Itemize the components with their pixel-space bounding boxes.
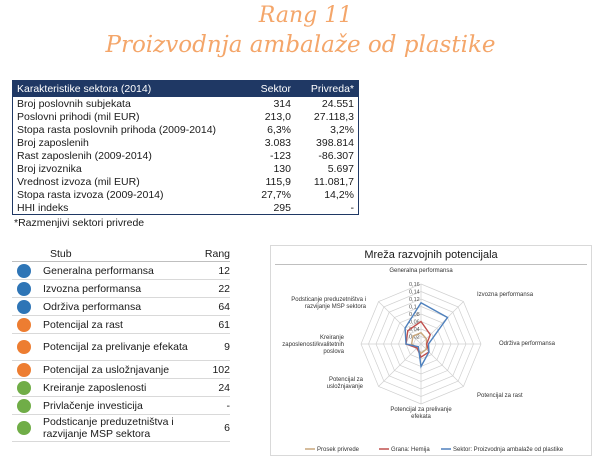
pillar-label: Generalna performansa — [43, 264, 154, 277]
table-row — [13, 162, 358, 175]
pillar-dot-icon — [17, 318, 31, 332]
axis-label-3: Potencijal za rast — [477, 393, 523, 399]
table-footnote: *Razmenjivi sektori privrede — [14, 217, 145, 229]
table-row — [12, 415, 230, 442]
sector-value: -123 — [269, 149, 291, 162]
pillar-label: Potencijal za prelivanje efekata — [43, 341, 188, 353]
pillar-dot-icon — [17, 421, 31, 435]
economy-value: 24.551 — [321, 97, 354, 110]
pillar-dot-icon — [17, 264, 31, 278]
economy-value: 3,2% — [330, 123, 354, 136]
pillar-rank: - — [226, 399, 230, 412]
tick-label: 0,12 — [409, 297, 420, 303]
sector-value: 27,7% — [261, 188, 291, 201]
page-heading — [0, 2, 601, 60]
sector-value: 115,9 — [265, 175, 291, 188]
table-row — [12, 262, 230, 280]
table-row — [13, 175, 358, 188]
economy-value: 27.118,3 — [313, 110, 354, 123]
sector-value: 6,3% — [267, 123, 291, 136]
table-row — [12, 298, 230, 316]
table-row — [12, 334, 230, 361]
economy-value: - — [350, 201, 354, 214]
sector-value: 314 — [273, 97, 291, 110]
pillar-rank: 6 — [224, 422, 230, 434]
header-rank: Rang — [204, 248, 230, 260]
sector-value: 130 — [273, 162, 291, 175]
sector-characteristics-table — [12, 80, 359, 215]
table-row — [13, 201, 358, 214]
tick-label: 0,06 — [409, 319, 420, 326]
table-row — [12, 316, 230, 334]
pillar-label: Privlačenje investicija — [43, 399, 143, 412]
axis-label-6: Kreiranje zaposlenosti/kvalitetnih poslova — [282, 335, 344, 355]
pillar-rank: 24 — [218, 381, 230, 394]
table-body — [13, 97, 358, 214]
row-label: Vrednost izvoza (mil EUR) — [17, 175, 140, 188]
header-characteristics: Karakteristike sektora (2014) — [17, 83, 152, 95]
table-row — [12, 280, 230, 298]
row-label: Stopa rasta izvoza (2009-2014) — [17, 188, 164, 201]
axis-label-0: Generalna performansa — [389, 268, 453, 274]
sector-title: Proizvodnja ambalaže od plastike — [105, 32, 496, 58]
chart-title: Mreža razvojnih potencijala — [364, 249, 498, 261]
tick-label: 0,14 — [409, 289, 420, 296]
axis-label-1: Izvozna performansa — [477, 292, 534, 298]
economy-value: 5.697 — [327, 162, 354, 175]
table-row — [12, 361, 230, 379]
pillar-dot-icon — [17, 381, 31, 395]
pillar-label: Potencijal za usložnjavanje — [43, 363, 170, 376]
row-label: Broj izvoznika — [17, 162, 82, 175]
axis-label-4: Potencijal za prelivanje efekata — [390, 407, 452, 420]
tick-label: 0,08 — [409, 312, 420, 318]
radar-chart — [271, 246, 591, 455]
economy-value: 398.814 — [316, 136, 354, 149]
pillar-dot-icon — [17, 399, 31, 413]
row-label: Broj zaposlenih — [17, 136, 89, 149]
pillar-ranking-table — [12, 247, 230, 442]
sector-value: 295 — [273, 201, 291, 214]
pillar-label: Održiva performansa — [43, 300, 142, 313]
table-row — [13, 110, 358, 123]
header-pillar: Stub — [50, 248, 72, 260]
economy-value: 11.081,7 — [313, 175, 354, 188]
sector-value: 3.083 — [264, 136, 291, 149]
pillar-label: Podsticanje preduzetništva i razvijanje MSP sektora — [43, 416, 174, 440]
pillar-rank: 64 — [218, 300, 230, 313]
pillar-rank: 61 — [218, 318, 230, 331]
table-row — [12, 379, 230, 397]
economy-value: -86.307 — [318, 149, 354, 162]
tick-label: 0,04 — [409, 327, 420, 333]
header-economy: Privreda* — [310, 83, 354, 95]
pillar-dot-icon — [17, 340, 31, 354]
axis-label-5: Potencijal za usložnjavanje — [326, 377, 363, 390]
axis-label-2: Održiva performansa — [499, 341, 556, 347]
pillar-dot-icon — [17, 363, 31, 377]
row-label: Poslovni prihodi (mil EUR) — [17, 110, 140, 123]
row-label: Broj poslovnih subjekata — [17, 97, 131, 110]
table-row — [12, 397, 230, 415]
pillar-dot-icon — [17, 300, 31, 314]
table-header — [13, 81, 358, 97]
header-sector: Sektor — [260, 83, 291, 95]
legend-label: Prosek privrede — [317, 447, 360, 453]
pillar-label: Potencijal za rast — [43, 318, 123, 331]
pillar-label: Izvozna performansa — [43, 282, 142, 295]
rank-title: Rang 11 — [258, 3, 353, 28]
tick-label: 0,16 — [409, 282, 420, 288]
table-row — [13, 123, 358, 136]
sector-value: 213,0 — [264, 110, 291, 123]
row-label: HHI indeks — [17, 201, 69, 214]
row-label: Rast zaposlenih (2009-2014) — [17, 149, 152, 162]
row-label: Stopa rasta poslovnih prihoda (2009-2014) — [17, 123, 217, 136]
pillar-rank: 9 — [224, 341, 230, 353]
table-row — [13, 188, 358, 201]
axis-label-7: Podsticanje preduzetništva i razvijanje MSP sektora — [291, 297, 366, 310]
table-row — [13, 97, 358, 110]
table-row — [13, 149, 358, 162]
legend-label: Grana: Hemija — [391, 447, 430, 453]
pillar-rank: 22 — [218, 282, 230, 295]
radar-chart-panel — [270, 245, 592, 456]
table-body — [12, 262, 230, 442]
legend-label: Sektor: Proizvodnja ambalaže od plastike — [453, 447, 564, 453]
pillar-label: Kreiranje zaposlenosti — [43, 381, 147, 394]
table-row — [13, 136, 358, 149]
tick-label: 0,02 — [409, 334, 420, 341]
table-header — [12, 247, 230, 262]
pillar-rank: 102 — [212, 363, 230, 376]
economy-value: 14,2% — [324, 188, 354, 201]
tick-label: 0,1 — [409, 304, 417, 311]
pillar-dot-icon — [17, 282, 31, 296]
pillar-rank: 12 — [218, 264, 230, 277]
